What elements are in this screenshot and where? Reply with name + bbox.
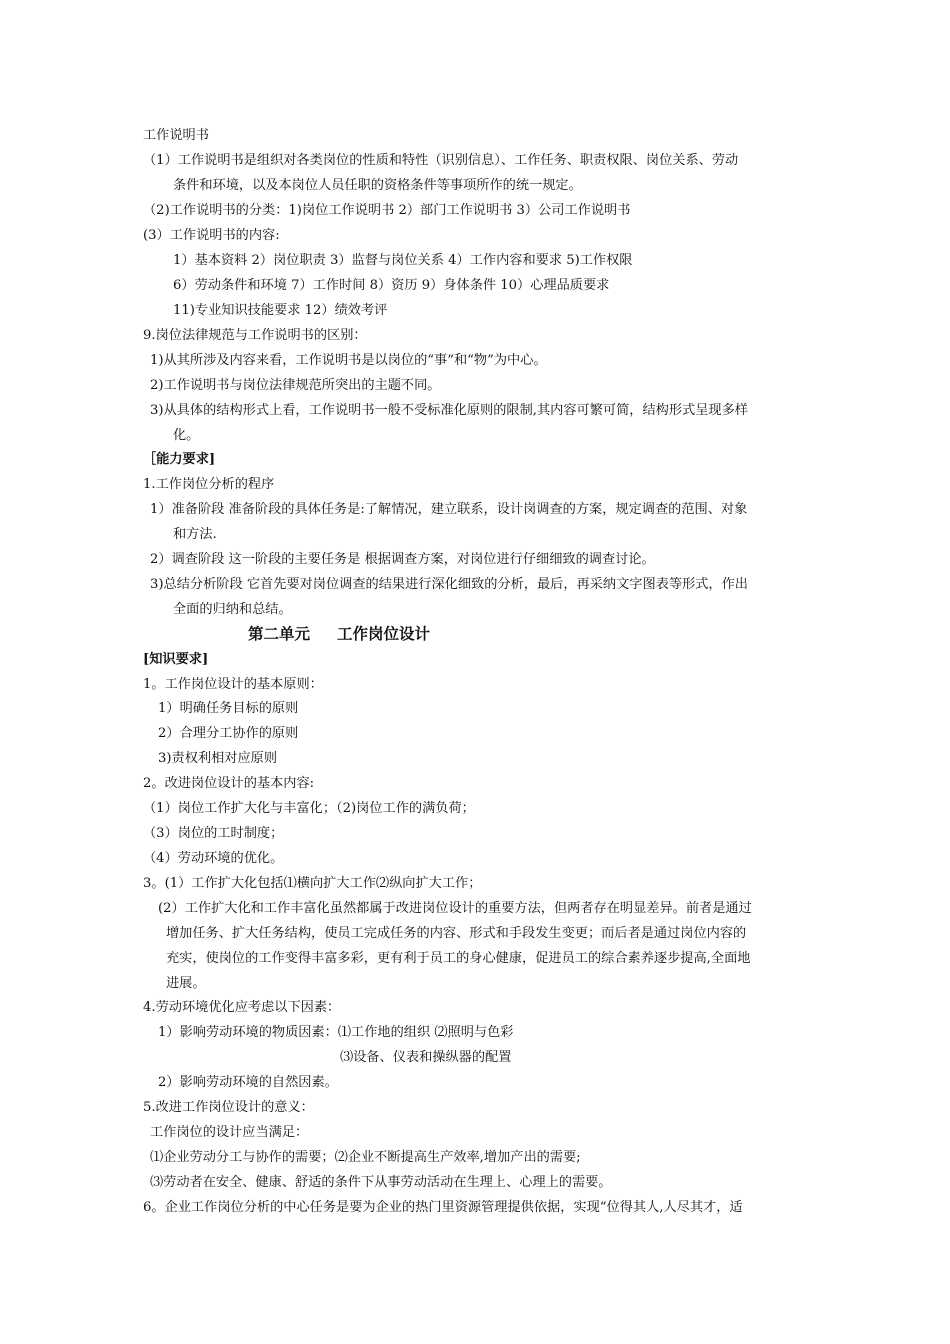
paragraph-line: 5.改进工作岗位设计的意义： [143,1100,314,1115]
paragraph-line: 2。改进岗位设计的基本内容: [143,776,315,791]
section-heading-job-description: 工作说明书 [143,128,209,143]
list-item: 2）影响劳动环境的自然因素。 [158,1075,338,1090]
list-item: （4）劳动环境的优化。 [143,851,284,866]
paragraph-line: 4.劳动环境优化应考虑以下因素： [143,1000,341,1015]
paragraph-line: 1。工作岗位设计的基本原则： [143,677,323,692]
list-item: （3）岗位的工时制度； [143,826,284,841]
list-item: 3)责权利相对应原则 [158,751,278,766]
paragraph-line: （1）工作说明书是组织对各类岗位的性质和特性（识别信息）、工作任务、职责权限、岗位关系、劳动 [143,153,739,168]
list-item: 6）劳动条件和环境 7）工作时间 8）资历 9）身体条件 10）心理品质要求 [173,278,610,293]
list-item: 1)从其所涉及内容来看，工作说明书是以岗位的“事”和“物”为中心。 [150,353,547,368]
paragraph-line: 9.岗位法律规范与工作说明书的区别： [143,328,367,343]
list-item: 2）调查阶段 这一阶段的主要任务是 根据调查方案，对岗位进行仔细细致的调查讨论。 [150,552,655,567]
paragraph-line: 增加任务、扩大任务结构，使员工完成任务的内容、形式和手段发生变更；而后者是通过岗位内容的 [166,926,747,941]
list-item: 2)工作说明书与岗位法律规范所突出的主题不同。 [150,378,441,393]
list-item: 11)专业知识技能要求 12）绩效考评 [173,303,388,318]
list-item: ⑶劳动者在安全、健康、舒适的条件下从事劳动活动在生理上、心理上的需要。 [150,1175,612,1190]
paragraph-line: 化。 [173,428,200,443]
paragraph-line: 工作岗位的设计应当满足： [150,1125,309,1140]
paragraph-line: 3。(1）工作扩大化包括⑴横向扩大工作⑵纵向扩大工作； [143,876,482,891]
list-item: 1）基本资料 2）岗位职责 3）监督与岗位关系 4）工作内容和要求 5)工作权限 [173,253,633,268]
paragraph-line: 全面的归纳和总结。 [173,602,292,617]
list-item: 1）影响劳动环境的物质因素：⑴工作地的组织 ⑵照明与色彩 [158,1025,514,1040]
paragraph-line: (2）工作扩大化和工作丰富化虽然都属于改进岗位设计的重要方法，但两者存在明显差异。前者是通过 [158,901,752,916]
paragraph-line: 充实，使岗位的工作变得丰富多彩，更有利于员工的身心健康，促进员工的综合素养逐步提高,全面地 [166,951,751,966]
list-item: 2）合理分工协作的原则 [158,726,299,741]
section-heading-ability: ［能力要求] [143,452,216,467]
paragraph-line: （2)工作说明书的分类：1)岗位工作说明书 2）部门工作说明书 3）公司工作说明书 [143,203,631,218]
list-item: （1）岗位工作扩大化与丰富化；（2)岗位工作的满负荷； [143,801,475,816]
list-item: ⑴企业劳动分工与协作的需要；⑵企业不断提高生产效率,增加产出的需要; [150,1150,581,1165]
list-item: 1）准备阶段 准备阶段的具体任务是:了解情况，建立联系，设计岗调查的方案，规定调查的范围、对象 [150,502,748,517]
paragraph-line: (3）工作说明书的内容: [143,228,280,243]
list-item: 1）明确任务目标的原则 [158,701,299,716]
unit-title: 第二单元 工作岗位设计 [248,624,430,643]
paragraph-line: 条件和环境，以及本岗位人员任职的资格条件等事项所作的统一规定。 [173,178,582,193]
list-item: 3)从具体的结构形式上看，工作说明书一般不受标准化原则的限制,其内容可繁可简，结构形式呈现多样 [150,403,748,418]
paragraph-line: 和方法. [173,527,217,542]
paragraph-line: 1.工作岗位分析的程序 [143,477,275,492]
section-heading-knowledge: [知识要求] [143,652,209,667]
list-item: 3)总结分析阶段 它首先要对岗位调查的结果进行深化细致的分析，最后，再采纳文字图表等形式，作出 [150,577,748,592]
paragraph-line: 进展。 [166,976,206,991]
list-item: ⑶设备、仪表和操纵器的配置 [340,1050,512,1065]
paragraph-line: 6。企业工作岗位分析的中心任务是要为企业的热门里资源管理提供依据，实现“位得其人,人尽其才，适 [143,1200,743,1215]
